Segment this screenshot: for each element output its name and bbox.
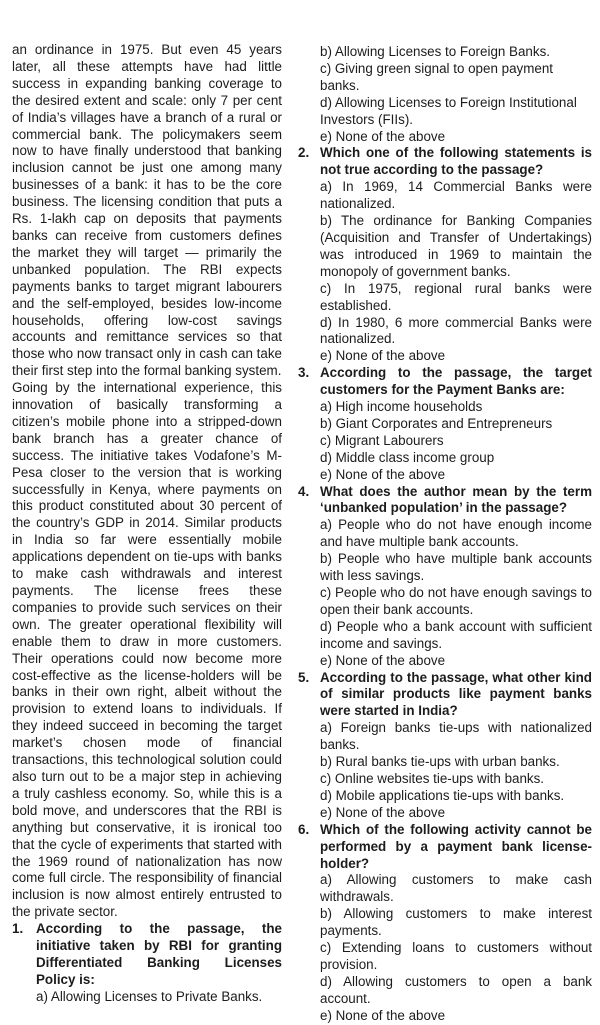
question-5 bbox=[298, 670, 592, 822]
answer-option-c: c) Giving green signal to open payment banks. bbox=[320, 60, 553, 93]
answer-option-b: b) People who have multiple bank accounts with less savings. bbox=[320, 551, 592, 584]
question-text: What does the author mean by the term ‘unbanked population’ in the passage? bbox=[320, 483, 592, 516]
answer-option-d: d) Allowing Licenses to Foreign Institutional Investors (FIIs). bbox=[320, 94, 577, 127]
question-4 bbox=[298, 484, 592, 670]
answer-option-a: a) Allowing customers to make cash withdrawals. bbox=[320, 872, 592, 905]
answer-option-a: a) High income households bbox=[320, 399, 483, 415]
answer-option-e: e) None of the above bbox=[320, 128, 446, 144]
answer-option-b: b) Allowing customers to make interest payments. bbox=[320, 906, 592, 939]
passage-paragraph-1: an ordinance in 1975. But even 45 years later, all these attempts have had little success in expanding banking coverage to the desired extent and scale: only 7 per cent of India’s villages have a branch of a rural or commercial bank. The policymakers seem now to have finally understood that banking inclusion cannot be just one among many businesses of a bank: it has to be the core business. The licensing condition that puts a Rs. 1-lakh cap on deposits that payments banks can receive from customers defines the market they will target — primarily the unbanked population. The RBI expects payments banks to target migrant labourers and the self-employed, besides low-income households, offering low-cost savings accounts and remittance services so that those who now transact only in cash can take their first step into the formal banking system. bbox=[12, 42, 282, 379]
answer-option-e: e) None of the above bbox=[320, 348, 446, 364]
question-number: 2. bbox=[298, 145, 310, 161]
right-column bbox=[298, 44, 592, 1025]
answer-option-b: b) Giant Corporates and Entrepreneurs bbox=[320, 415, 553, 431]
answer-option-d: d) People who a bank account with sufficient income and savings. bbox=[320, 618, 592, 651]
question-text: According to the passage, the target customers for the Payment Banks are: bbox=[320, 365, 592, 398]
answer-option-d: d) Middle class income group bbox=[320, 449, 495, 465]
question-2 bbox=[298, 145, 592, 365]
question-number: 4. bbox=[298, 483, 310, 499]
left-column bbox=[12, 42, 282, 1006]
question-text: According to the passage, what other kind of similar products like payment banks were started in India? bbox=[320, 669, 592, 719]
question-6 bbox=[298, 822, 592, 1025]
question-text: According to the passage, the initiative taken by RBI for granting Differentiated Banking Licenses Policy is: bbox=[36, 921, 282, 987]
answer-option-b: b) Rural banks tie-ups with urban banks. bbox=[320, 754, 560, 770]
answer-option-b: b) The ordinance for Banking Companies (Acquisition and Transfer of Undertakings) was introduced in 1969 to maintain the monopoly of government banks. bbox=[320, 213, 592, 279]
answer-option-e: e) None of the above bbox=[320, 466, 446, 482]
answer-option-c: c) Migrant Labourers bbox=[320, 432, 444, 448]
answer-option-d: d) Mobile applications tie-ups with banks. bbox=[320, 787, 565, 803]
question-1 bbox=[12, 921, 282, 1006]
answer-option-e: e) None of the above bbox=[320, 1007, 446, 1023]
answer-option-c: c) Extending loans to customers without provision. bbox=[320, 940, 592, 972]
question-text: Which one of the following statements is not true according to the passage? bbox=[320, 145, 592, 178]
answer-option-a: a) People who do not have enough income and have multiple bank accounts. bbox=[320, 517, 592, 550]
question-number: 6. bbox=[298, 821, 310, 837]
question-number: 5. bbox=[298, 669, 310, 685]
answer-option-c: c) In 1975, regional rural banks were established. bbox=[320, 280, 592, 313]
answer-option-c: c) People who do not have enough savings to open their bank accounts. bbox=[320, 585, 592, 617]
question-1-continued bbox=[298, 44, 592, 145]
answer-option-a: a) Allowing Licenses to Private Banks. bbox=[36, 988, 263, 1004]
answer-option-e: e) None of the above bbox=[320, 652, 446, 668]
answer-option-a: a) Foreign banks tie-ups with nationalized banks. bbox=[320, 720, 592, 753]
passage-paragraph-2: Going by the international experience, this innovation of basically transforming a citizen’s mobile phone into a stripped-down bank branch has a greater chance of success. The initiative takes Vodafone’s M-Pesa closer to the version that is working successfully in Kenya, where payments on this product constituted about 30 percent of the country’s GDP in 2014. Similar products in India so far were essentially mobile applications dependent on tie-ups with banks to make cash withdrawals and interest payments. The license frees these companies to provide such services on their own. The greater operational flexibility will enable them to draw in more customers. Their operations could now become more cost-effective as the license-holders will be banks in their own right, albeit without the provision to extend loans to individuals. If they indeed succeed in becoming the target market’s chosen mode of financial transactions, this technological solution could also turn out to be a major step in achieving a truly cashless economy. So, while this is a bold move, and underscores that the RBI is anything but conservative, it is ironical too that the cycle of experiments that started with the 1969 round of nationalization has now come full circle. The responsibility of financial inclusion is now almost entirely entrusted to the private sector. bbox=[12, 380, 282, 920]
answer-option-c: c) Online websites tie-ups with banks. bbox=[320, 770, 545, 786]
answer-option-a: a) In 1969, 14 Commercial Banks were nationalized. bbox=[320, 179, 592, 212]
question-text: Which of the following activity cannot be performed by a payment bank license-holder? bbox=[320, 821, 592, 871]
answer-option-b: b) Allowing Licenses to Foreign Banks. bbox=[320, 44, 550, 59]
question-number: 1. bbox=[12, 921, 24, 937]
question-3 bbox=[298, 365, 592, 483]
question-number: 3. bbox=[298, 365, 310, 381]
answer-option-e: e) None of the above bbox=[320, 804, 446, 820]
answer-option-d: d) In 1980, 6 more commercial Banks were nationalized. bbox=[320, 314, 592, 347]
answer-option-d: d) Allowing customers to open a bank account. bbox=[320, 973, 592, 1006]
